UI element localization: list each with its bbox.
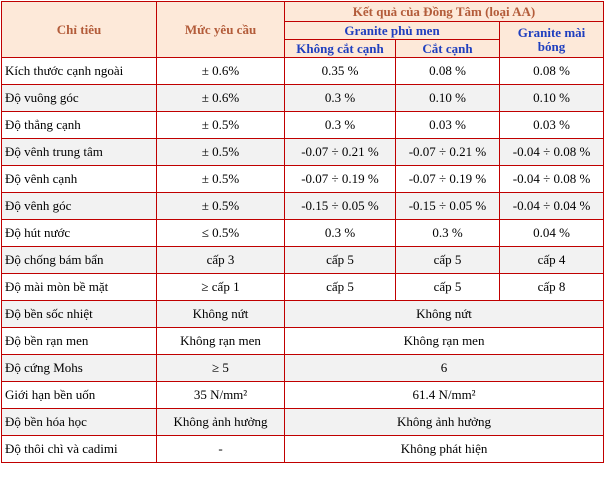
requirement-cell: ± 0.5% <box>157 193 285 220</box>
polished-header: Granite mài bóng <box>500 22 604 58</box>
uncut-value-cell: -0.07 ÷ 0.21 % <box>285 139 396 166</box>
uncut-value-cell: 0.3 % <box>285 112 396 139</box>
glazed-header: Granite phủ men <box>285 22 500 40</box>
requirement-cell: - <box>157 436 285 463</box>
polished-value-cell: cấp 4 <box>500 247 604 274</box>
requirement-cell: ± 0.6% <box>157 58 285 85</box>
criteria-cell: Độ vênh trung tâm <box>2 139 157 166</box>
cut-value-cell: cấp 5 <box>396 274 500 301</box>
requirement-cell: 35 N/mm² <box>157 382 285 409</box>
cut-value-cell: -0.07 ÷ 0.19 % <box>396 166 500 193</box>
specification-table <box>1 1 604 463</box>
criteria-cell: Độ vênh cạnh <box>2 166 157 193</box>
table-row <box>2 274 604 301</box>
cut-value-cell: -0.15 ÷ 0.05 % <box>396 193 500 220</box>
uncut-header: Không cắt cạnh <box>285 40 396 58</box>
table-row <box>2 193 604 220</box>
requirement-cell: ± 0.6% <box>157 85 285 112</box>
criteria-cell: Độ chống bám bẩn <box>2 247 157 274</box>
table-row <box>2 436 604 463</box>
uncut-value-cell: cấp 5 <box>285 274 396 301</box>
results-header: Kết quả của Đồng Tâm (loại AA) <box>285 2 604 22</box>
result-cell: Không nứt <box>285 301 604 328</box>
polished-value-cell: 0.03 % <box>500 112 604 139</box>
requirement-cell: ± 0.5% <box>157 166 285 193</box>
table-row <box>2 247 604 274</box>
polished-value-cell: -0.04 ÷ 0.04 % <box>500 193 604 220</box>
cut-header: Cắt cạnh <box>396 40 500 58</box>
requirement-cell: ≥ cấp 1 <box>157 274 285 301</box>
requirement-cell: ± 0.5% <box>157 139 285 166</box>
result-cell: 6 <box>285 355 604 382</box>
cut-value-cell: 0.08 % <box>396 58 500 85</box>
cut-value-cell: cấp 5 <box>396 247 500 274</box>
table-row <box>2 139 604 166</box>
result-cell: Không ảnh hưởng <box>285 409 604 436</box>
criteria-header: Chỉ tiêu <box>2 2 157 58</box>
polished-value-cell: 0.04 % <box>500 220 604 247</box>
uncut-value-cell: 0.35 % <box>285 58 396 85</box>
cut-value-cell: 0.10 % <box>396 85 500 112</box>
criteria-cell: Độ bền hóa học <box>2 409 157 436</box>
requirement-cell: Không ảnh hưởng <box>157 409 285 436</box>
polished-value-cell: cấp 8 <box>500 274 604 301</box>
table-row <box>2 328 604 355</box>
polished-value-cell: 0.10 % <box>500 85 604 112</box>
criteria-cell: Kích thước cạnh ngoài <box>2 58 157 85</box>
polished-value-cell: -0.04 ÷ 0.08 % <box>500 166 604 193</box>
criteria-cell: Độ thẳng cạnh <box>2 112 157 139</box>
criteria-cell: Độ hút nước <box>2 220 157 247</box>
uncut-value-cell: 0.3 % <box>285 85 396 112</box>
criteria-cell: Độ mài mòn bề mặt <box>2 274 157 301</box>
table-row <box>2 58 604 85</box>
requirement-header: Mức yêu cầu <box>157 2 285 58</box>
result-cell: Không rạn men <box>285 328 604 355</box>
result-cell: 61.4 N/mm² <box>285 382 604 409</box>
uncut-value-cell: -0.15 ÷ 0.05 % <box>285 193 396 220</box>
result-cell: Không phát hiện <box>285 436 604 463</box>
criteria-cell: Độ bền rạn men <box>2 328 157 355</box>
requirement-cell: Không rạn men <box>157 328 285 355</box>
uncut-value-cell: 0.3 % <box>285 220 396 247</box>
table-row <box>2 382 604 409</box>
requirement-cell: Không nứt <box>157 301 285 328</box>
criteria-cell: Giới hạn bền uốn <box>2 382 157 409</box>
requirement-cell: ≥ 5 <box>157 355 285 382</box>
polished-value-cell: -0.04 ÷ 0.08 % <box>500 139 604 166</box>
requirement-cell: ≤ 0.5% <box>157 220 285 247</box>
table-row <box>2 166 604 193</box>
requirement-cell: cấp 3 <box>157 247 285 274</box>
uncut-value-cell: cấp 5 <box>285 247 396 274</box>
table-row <box>2 409 604 436</box>
criteria-cell: Độ vuông góc <box>2 85 157 112</box>
cut-value-cell: 0.3 % <box>396 220 500 247</box>
requirement-cell: ± 0.5% <box>157 112 285 139</box>
criteria-cell: Độ cứng Mohs <box>2 355 157 382</box>
table-row <box>2 355 604 382</box>
table-row <box>2 301 604 328</box>
table-row <box>2 85 604 112</box>
cut-value-cell: -0.07 ÷ 0.21 % <box>396 139 500 166</box>
table-row <box>2 112 604 139</box>
criteria-cell: Độ thôi chì và cadimi <box>2 436 157 463</box>
criteria-cell: Độ vênh góc <box>2 193 157 220</box>
criteria-cell: Độ bền sốc nhiệt <box>2 301 157 328</box>
header-row-1 <box>2 2 604 22</box>
polished-value-cell: 0.08 % <box>500 58 604 85</box>
table-row <box>2 220 604 247</box>
uncut-value-cell: -0.07 ÷ 0.19 % <box>285 166 396 193</box>
cut-value-cell: 0.03 % <box>396 112 500 139</box>
